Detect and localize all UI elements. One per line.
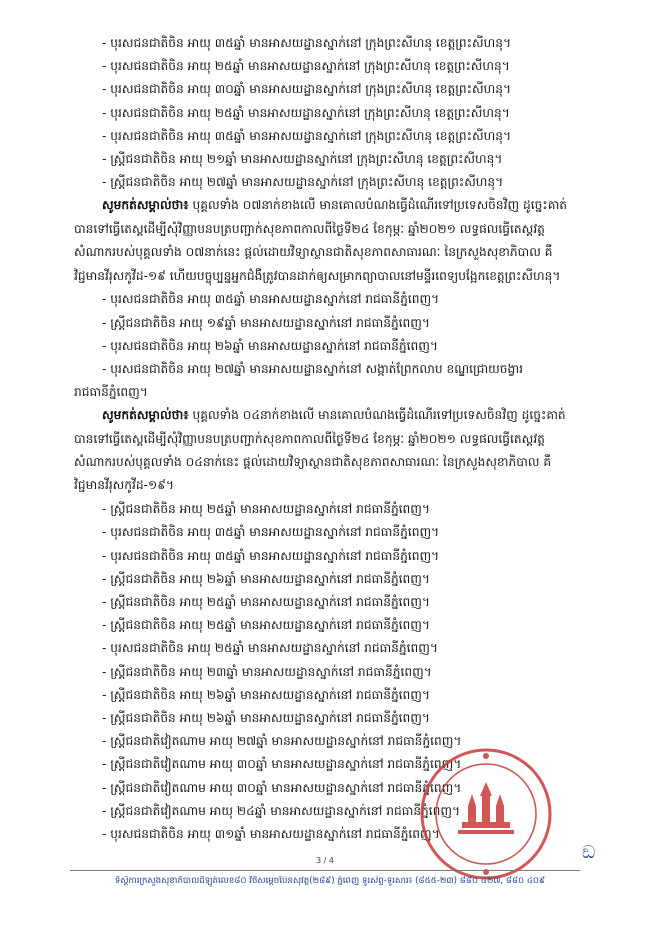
patient-list-sihanoukville bbox=[74, 32, 574, 194]
footer-address: ទីស្តីការក្រសួងសុខាភិបាលដីឡូត៍លេខ៨០ វិថីសម្តេចប៉ែនសុវត្ថ(២៨៩) ភ្នំពេញ ទូរស័ព្ទ-ទូរសារ៖ (៨៥៥-២៣) ៨៨០ ៤២៧, ៨៨០ ៤០៩ bbox=[114, 876, 546, 886]
list-item: - ស្ត្រីជនជាតិចិន អាយុ ២៧ឆ្នាំ មានអាសយដ្ឋានស្នាក់នៅ ក្រុងព្រះសីហនុ ខេត្តព្រះសីហនុ។ bbox=[102, 175, 504, 190]
list-item: - បុរសជនជាតិចិន អាយុ ២៥ឆ្នាំ មានអាសយដ្ឋានស្នាក់នៅ ក្រុងព្រះសីហនុ ខេត្តព្រះសីហនុ។ bbox=[102, 59, 510, 74]
note-paragraph bbox=[74, 194, 574, 288]
list-item: - ស្ត្រីជនជាតិចិន អាយុ ២៣ឆ្នាំ មានអាសយដ្ឋានស្នាក់នៅ រាជធានីភ្នំពេញ។ bbox=[102, 664, 432, 679]
document-body bbox=[74, 32, 574, 846]
list-item: - បុរសជនជាតិចិន អាយុ ៣៥ឆ្នាំ មានអាសយដ្ឋានស្នាក់នៅ រាជធានីភ្នំពេញ។ bbox=[102, 525, 440, 540]
list-item: - ស្ត្រីជនជាតិចិន អាយុ ២៥ឆ្នាំ មានអាសយដ្ឋានស្នាក់នៅ រាជធានីភ្នំពេញ។ bbox=[102, 595, 430, 609]
list-item: - បុរសជនជាតិចិន អាយុ ៣៥ឆ្នាំ មានអាសយដ្ឋានស្នាក់នៅ រាជធានីភ្នំពេញ។ bbox=[102, 548, 440, 563]
list-item: - ស្ត្រីជនជាតិវៀតណាម អាយុ ៣០ឆ្នាំ មានអាសយដ្ឋានស្នាក់នៅ រាជធានីភ្នំពេញ។ bbox=[102, 780, 462, 795]
list-item: - បុរសជនជាតិចិន អាយុ ២៥ឆ្នាំ មានអាសយដ្ឋានស្នាក់នៅ រាជធានីភ្នំពេញ។ bbox=[102, 641, 438, 656]
list-item: - ស្ត្រីជនជាតិចិន អាយុ ២៥ឆ្នាំ មានអាសយដ្ឋានស្នាក់នៅ រាជធានីភ្នំពេញ។ bbox=[102, 618, 430, 633]
list-item: - ស្ត្រីជនជាតិចិន អាយុ ២៦ឆ្នាំ មានអាសយដ្ឋានស្នាក់នៅ រាជធានីភ្នំពេញ។ bbox=[102, 571, 430, 586]
list-item: - ស្ត្រីជនជាតិវៀតណាម អាយុ ២៧ឆ្នាំ មានអាសយដ្ឋានស្នាក់នៅ រាជធានីភ្នំពេញ។ bbox=[102, 734, 462, 749]
patient-list-phnom-penh-a bbox=[74, 288, 574, 404]
note-paragraph bbox=[74, 404, 574, 498]
list-item: - បុរសជនជាតិចិន អាយុ ៣៥ឆ្នាំ មានអាសយដ្ឋានស្នាក់នៅ ក្រុងព្រះសីហនុ ខេត្តព្រះសីហនុ។ bbox=[102, 36, 511, 50]
initial-signature: ඞ bbox=[582, 842, 596, 863]
note-heading: សូមកត់សម្គាល់ថា៖ bbox=[102, 198, 189, 213]
list-item: - បុរសជនជាតិចិន អាយុ ២៧ឆ្នាំ មានអាសយដ្ឋានស្នាក់នៅ សង្កាត់ព្រែកលាប ខណ្ឌជ្រោយចង្វារ bbox=[102, 361, 523, 376]
list-item: - ស្ត្រីជនជាតិចិន អាយុ ១៩ឆ្នាំ មានអាសយដ្ឋានស្នាក់នៅ រាជធានីភ្នំពេញ។ bbox=[102, 315, 430, 330]
list-item: - ស្ត្រីជនជាតិវៀតណាម អាយុ ២៤ឆ្នាំ មានអាសយដ្ឋានស្នាក់នៅ រាជធានីភ្នំពេញ។ bbox=[102, 803, 461, 818]
footer-divider bbox=[70, 870, 580, 871]
list-item: - បុរសជនជាតិចិន អាយុ ២៥ឆ្នាំ មានអាសយដ្ឋានស្នាក់នៅ ក្រុងព្រះសីហនុ ខេត្តព្រះសីហនុ។ bbox=[102, 105, 510, 120]
list-item: - បុរសជនជាតិចិន អាយុ ៣៥ឆ្នាំ មានអាសយដ្ឋានស្នាក់នៅ រាជធានីភ្នំពេញ។ bbox=[102, 292, 440, 307]
list-item: - បុរសជនជាតិចិន អាយុ ៣១ឆ្នាំ មានអាសយដ្ឋានស្នាក់នៅ រាជធានីភ្នំពេញ។ bbox=[102, 826, 440, 841]
note-heading: សូមកត់សម្គាល់ថា៖ bbox=[102, 408, 189, 423]
list-item: - ស្ត្រីជនជាតិចិន អាយុ ២១ឆ្នាំ មានអាសយដ្ឋានស្នាក់នៅ ក្រុងព្រះសីហនុ ខេត្តព្រះសីហនុ។ bbox=[102, 151, 503, 166]
list-item: - ស្ត្រីជនជាតិចិន អាយុ ២៦ឆ្នាំ មានអាសយដ្ឋានស្នាក់នៅ រាជធានីភ្នំពេញ។ bbox=[102, 710, 430, 725]
list-item: - បុរសជនជាតិចិន អាយុ ៣០ឆ្នាំ មានអាសយដ្ឋានស្នាក់នៅ ក្រុងព្រះសីហនុ ខេត្តព្រះសីហនុ។ bbox=[102, 82, 511, 97]
list-item: - ស្ត្រីជនជាតិវៀតណាម អាយុ ៣០ឆ្នាំ មានអាសយដ្ឋានស្នាក់នៅ រាជធានីភ្នំពេញ។ bbox=[102, 757, 462, 772]
list-item-continuation: រាជធានីភ្នំពេញ។ bbox=[74, 385, 148, 400]
list-item: - បុរសជនជាតិចិន អាយុ ២៦ឆ្នាំ មានអាសយដ្ឋានស្នាក់នៅ រាជធានីភ្នំពេញ។ bbox=[102, 338, 438, 353]
list-item: - ស្ត្រីជនជាតិចិន អាយុ ២៦ឆ្នាំ មានអាសយដ្ឋានស្នាក់នៅ រាជធានីភ្នំពេញ។ bbox=[102, 687, 430, 702]
page-number: 3 / 4 bbox=[316, 856, 334, 865]
list-item: - បុរសជនជាតិចិន អាយុ ៣៥ឆ្នាំ មានអាសយដ្ឋានស្នាក់នៅ ក្រុងព្រះសីហនុ ខេត្តព្រះសីហនុ។ bbox=[102, 128, 511, 143]
note-body: បុគ្គលទាំង ០៤នាក់ខាងលើ មានគោលបំណងធ្វើដំណើរទៅប្រទេសចិនវិញ ដូច្នេះគាត់ បានទៅធ្វើតេស្តដើម្បីសុំវិញ្ញាបនបត្របញ្ជាក់សុខភាពកាលពីថ្ងៃទី២៤ ខែកុម្ភៈ ឆ្នាំ២០២១ លទ្ធផលធ្វើតេស្តវត្តសំណាករបស់បុគ្គលទាំង ០៤នាក់នេះ ផ្តល់ដោយវិទ្យាស្ថានជាតិសុខភាពសាធារណៈ នៃក្រសួងសុខាភិបាល គឺ វិជ្ជមានវីរុសកូវីដ-១៩។ bbox=[74, 408, 566, 493]
list-item: - ស្ត្រីជនជាតិចិន អាយុ ២៥ឆ្នាំ មានអាសយដ្ឋានស្នាក់នៅ រាជធានីភ្នំពេញ។ bbox=[102, 502, 430, 517]
note-body: បុគ្គលទាំង ០៧នាក់ខាងលើ មានគោលបំណងធ្វើដំណើរទៅប្រទេសចិនវិញ ដូច្នេះគាត់ បានទៅធ្វើតេស្តដើម្បីសុំវិញ្ញាបនបត្របញ្ជាក់សុខភាពកាលពីថ្ងៃទី២៤ ខែកុម្ភៈ ឆ្នាំ២០២១ លទ្ធផលធ្វើតេស្តវត្តសំណាករបស់បុគ្គលទាំង ០៧នាក់នេះ ផ្តល់ដោយវិទ្យាស្ថានជាតិសុខភាពសាធារណៈ នៃក្រសួងសុខាភិបាល គឺ វិជ្ជមានវីរុសកូវីដ-១៩ ហើយបច្ចុប្បន្នអ្នកជំងឺត្រូវបានដាក់ឲ្យសម្រាកព្យាបាលនៅមន្ទីរពេទ្យបង្អែកខេត្តព្រះសីហនុ។ bbox=[74, 198, 568, 283]
